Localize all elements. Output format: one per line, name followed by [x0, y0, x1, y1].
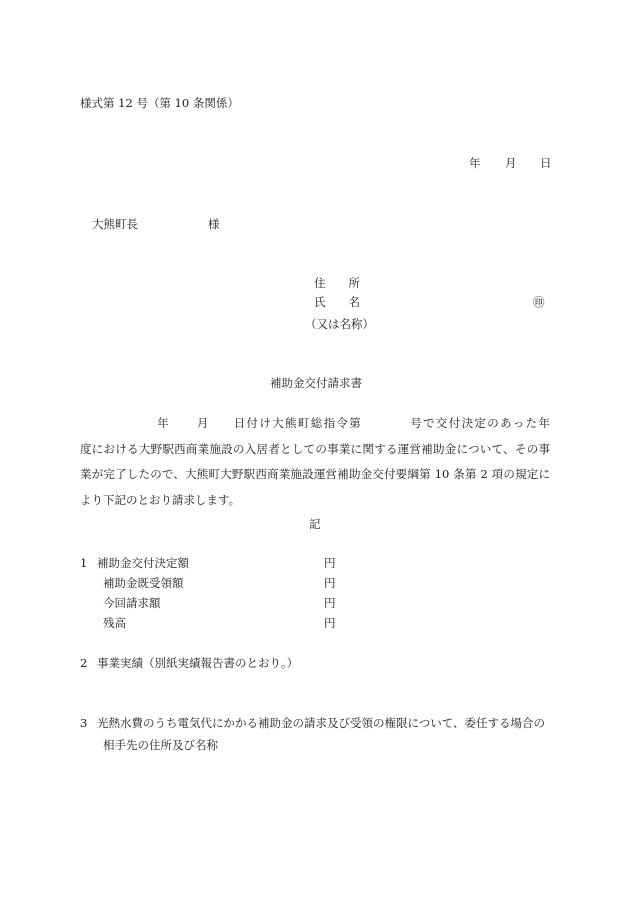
date-month-label: 月 [505, 156, 517, 170]
section3-line2: 相手先の住所及び名称 [103, 738, 218, 752]
item-label: 補助金既受領額 [103, 576, 184, 590]
body-month: 月 [196, 416, 209, 430]
name-label: 氏 名 [314, 295, 360, 309]
address-label: 住 所 [314, 276, 360, 290]
section3-line1: 光熱水費のうち電気代にかかる補助金の請求及び受領の権限について、委任する場合の [97, 716, 546, 730]
form-number: 様式第 12 号（第 10 条関係） [80, 96, 239, 110]
item-label: 残高 [103, 616, 126, 630]
item-label: 補助金交付決定額 [97, 556, 189, 570]
item-label: 今回請求額 [103, 596, 161, 610]
or-name-label: （又は名称） [305, 317, 374, 331]
date-year-label: 年 [469, 156, 481, 170]
section2-text: 事業実績（別紙実績報告書のとおり。） [97, 656, 299, 670]
body-paragraph [80, 411, 550, 513]
body-dated: 日付け大熊町総指令第 [233, 416, 363, 430]
item-unit: 円 [324, 596, 336, 610]
body-rest: 年度における大野駅西商業施設の入居者としての事業に関する運営補助金について、その事業が完了したので、大熊町大野駅西商業施設運営補助金交付要綱第 10 条第 2 項の規定により下記のとおり請求します。 [80, 416, 551, 507]
section3-number: 3 [80, 716, 88, 730]
ki-heading: 記 [309, 517, 321, 531]
section2-number: 2 [80, 656, 88, 670]
item-unit: 円 [324, 556, 336, 570]
addressee-honorific: 様 [208, 217, 220, 231]
seal-mark: ㊞ [533, 295, 545, 309]
item-unit: 円 [324, 616, 336, 630]
date-day-label: 日 [540, 156, 552, 170]
addressee-name: 大熊町長 [92, 217, 138, 231]
body-number-clause: 号で交付決定のあった [410, 416, 539, 430]
document-title: 補助金交付請求書 [270, 376, 362, 390]
item-unit: 円 [324, 576, 336, 590]
body-year: 年 [157, 416, 169, 430]
section1-number: 1 [80, 556, 88, 570]
